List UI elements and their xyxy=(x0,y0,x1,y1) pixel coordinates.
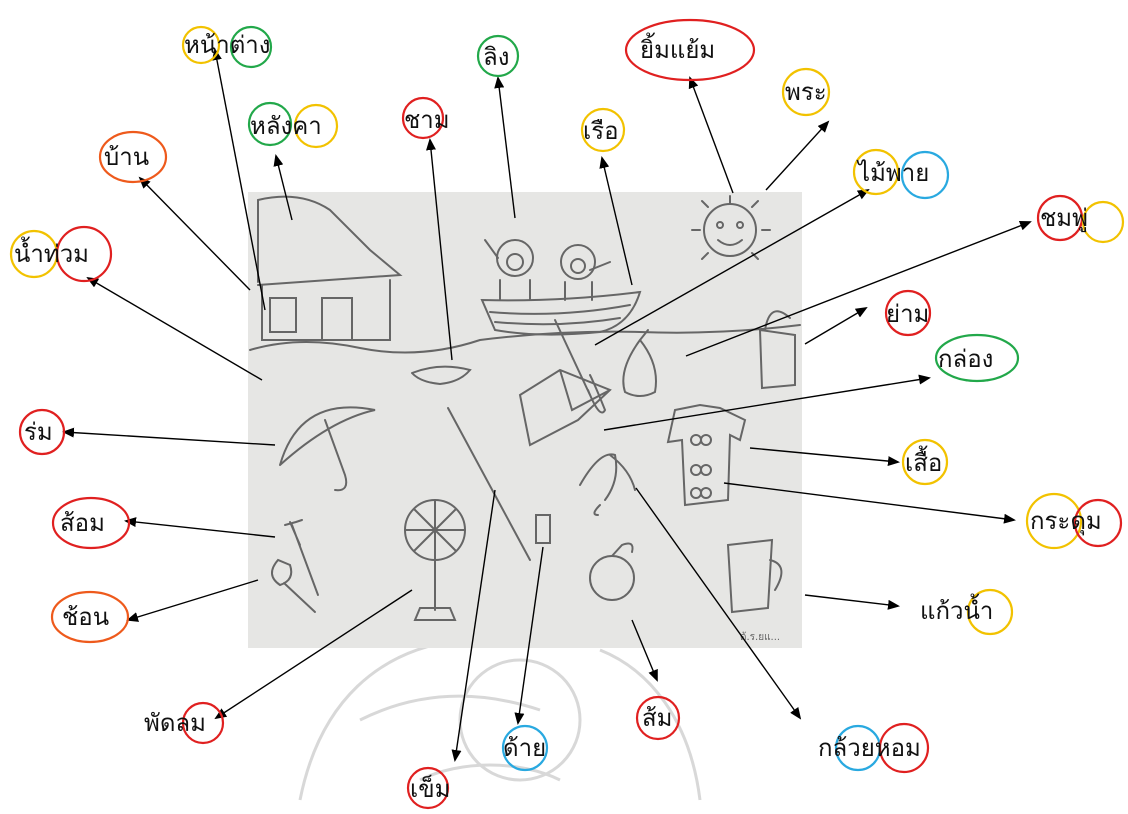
label-spoon: ช้อน xyxy=(62,603,110,631)
label-fork: ส้อม xyxy=(60,509,105,537)
label-house: บ้าน xyxy=(104,143,150,171)
arrow-glass xyxy=(805,595,898,606)
label-boat: เรือ xyxy=(583,117,619,145)
watermark xyxy=(300,640,700,800)
label-button: กระดุม xyxy=(1030,507,1102,535)
arrow-window xyxy=(215,50,265,310)
arrow-flood xyxy=(88,278,262,380)
arrow-spoon xyxy=(128,580,258,620)
mark-roseapple-2 xyxy=(1083,202,1123,242)
label-umbrella: ร่ม xyxy=(24,418,53,446)
label-orange: ส้ม xyxy=(642,704,673,732)
label-fan: พัดลม xyxy=(144,709,206,737)
label-paddle: ไม้พาย xyxy=(858,159,930,187)
label-shirt: เสื้อ xyxy=(905,449,943,477)
label-bag: ย่าม xyxy=(886,300,930,328)
label-thread: ด้าย xyxy=(503,734,547,762)
label-box: กล่อง xyxy=(938,345,994,373)
label-roof: หลังคา xyxy=(250,112,322,140)
arrow-bag xyxy=(805,308,866,344)
label-banana: กล้วยหอม xyxy=(818,734,921,762)
label-needle: เข็ม xyxy=(410,775,451,803)
label-flood: น้ำท่วม xyxy=(14,240,89,268)
drawing-photo xyxy=(248,192,802,648)
label-roseapple: ชมพู่ xyxy=(1040,204,1088,232)
label-monkey: ลิง xyxy=(483,43,510,71)
arrow-monk xyxy=(766,122,828,190)
arrow-house xyxy=(140,178,250,290)
label-bowl: ชาม xyxy=(404,106,450,134)
arrow-umbrella xyxy=(64,432,275,445)
label-glass: แก้วน้ำ xyxy=(920,597,994,625)
label-monk: พระ xyxy=(785,78,827,106)
signature: ด้.ร.ยแ... xyxy=(740,632,781,643)
arrow-smile xyxy=(690,78,733,193)
label-window: หน้าต่าง xyxy=(184,31,271,59)
label-smile: ยิ้มแย้ม xyxy=(640,36,716,64)
